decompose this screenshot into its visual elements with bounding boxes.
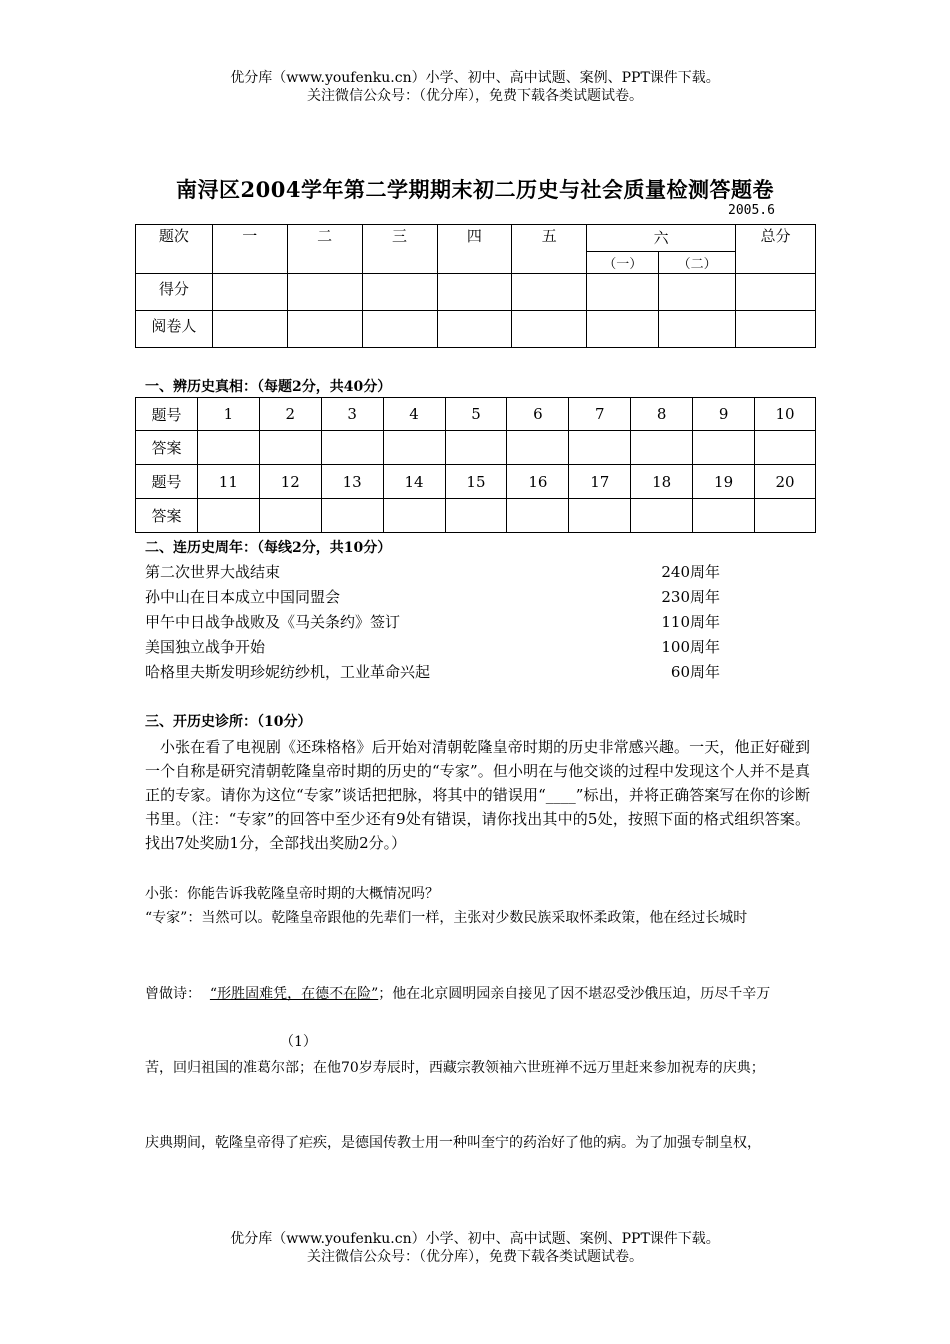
- grader-cell[interactable]: [587, 311, 659, 348]
- event-item: 孙中山在日本成立中国同盟会: [145, 588, 341, 606]
- score-cell[interactable]: [587, 274, 659, 311]
- dialogue-answer-2: [145, 982, 810, 1006]
- header-line-1: 优分库（www.youfenku.cn）小学、初中、高中试题、案例、PPT课件下载。: [230, 70, 720, 86]
- question-no: 3: [321, 398, 383, 431]
- question-no: 13: [321, 465, 383, 499]
- event-item: 哈格里夫斯发明珍妮纺纱机，工业革命兴起: [145, 663, 431, 681]
- answer-cell[interactable]: [631, 431, 693, 465]
- section1-heading: 一、辨历史真相：（每题2分，共40分）: [145, 379, 392, 395]
- answer-label: 答案: [136, 499, 198, 533]
- score-col-4: 四: [437, 225, 512, 274]
- answer-cell[interactable]: [445, 499, 507, 533]
- answer-table: [135, 397, 816, 533]
- score-cell[interactable]: [659, 274, 736, 311]
- answer-cell[interactable]: [755, 431, 816, 465]
- score-row-label: 得分: [136, 274, 213, 311]
- event-item: 美国独立战争开始: [145, 638, 266, 656]
- score-col-6: 六: [587, 225, 736, 252]
- answer-cell[interactable]: [569, 499, 631, 533]
- score-cell[interactable]: [437, 274, 512, 311]
- answer-cell[interactable]: [445, 431, 507, 465]
- event-item: 甲午中日战争战败及《马关条约》签订: [145, 613, 401, 631]
- anniversary-item: 230周年: [661, 588, 720, 606]
- underlined-error-1: “形胜固难凭，在德不在险”: [209, 986, 379, 1002]
- score-cell[interactable]: [736, 274, 816, 311]
- question-no: 20: [755, 465, 816, 499]
- answer-cell[interactable]: [507, 431, 569, 465]
- question-no: 18: [631, 465, 693, 499]
- answer-cell[interactable]: [321, 499, 383, 533]
- score-col-1: 一: [212, 225, 287, 274]
- grader-cell[interactable]: [362, 311, 437, 348]
- grader-cell[interactable]: [212, 311, 287, 348]
- anniversary-item: 100周年: [661, 638, 720, 656]
- score-subcol-1: （一）: [587, 251, 659, 274]
- grader-row-label: 阅卷人: [136, 311, 213, 348]
- question-no-label: 题号: [136, 465, 198, 499]
- question-no: 4: [383, 398, 445, 431]
- answer-label: 答案: [136, 431, 198, 465]
- answer-cell[interactable]: [693, 431, 755, 465]
- answer-cell[interactable]: [693, 499, 755, 533]
- question-no: 11: [197, 465, 259, 499]
- answer-cell[interactable]: [631, 499, 693, 533]
- score-col-2: 二: [287, 225, 362, 274]
- dialogue-answer-2-pre: 曾做诗：: [145, 986, 201, 1002]
- answer-cell[interactable]: [259, 431, 321, 465]
- dialogue-answer-1: “专家”：当然可以。乾隆皇帝跟他的先辈们一样，主张对少数民族采取怀柔政策，他在经过长城时: [145, 910, 748, 926]
- score-cell[interactable]: [212, 274, 287, 311]
- answer-cell[interactable]: [321, 431, 383, 465]
- question-no: 16: [507, 465, 569, 499]
- score-col-total: 总分: [736, 225, 816, 274]
- score-cell[interactable]: [362, 274, 437, 311]
- score-subcol-2: （二）: [659, 251, 736, 274]
- answer-cell[interactable]: [569, 431, 631, 465]
- question-no: 10: [755, 398, 816, 431]
- error-marker-1: （1）: [280, 1034, 317, 1050]
- anniversary-item: 110周年: [661, 613, 720, 631]
- page-title: 南浔区2004学年第二学期期末初二历史与社会质量检测答题卷: [176, 177, 774, 202]
- question-no: 9: [693, 398, 755, 431]
- anniversary-item: 240周年: [661, 563, 720, 581]
- dialogue-answer-4: 庆典期间，乾隆皇帝得了疟疾，是德国传教士用一种叫奎宁的药治好了他的病。为了加强专制皇权，: [145, 1135, 761, 1151]
- footer-line-1: 优分库（www.youfenku.cn）小学、初中、高中试题、案例、PPT课件下载。: [230, 1231, 720, 1247]
- answer-cell[interactable]: [197, 499, 259, 533]
- section2-heading: 二、连历史周年：（每线2分，共10分）: [145, 540, 392, 556]
- question-no: 14: [383, 465, 445, 499]
- section3-heading: 三、开历史诊所：（10分）: [145, 714, 312, 730]
- score-col-5: 五: [512, 225, 587, 274]
- grader-cell[interactable]: [437, 311, 512, 348]
- grader-cell[interactable]: [736, 311, 816, 348]
- event-item: 第二次世界大战结束: [145, 563, 281, 581]
- question-no: 2: [259, 398, 321, 431]
- grader-cell[interactable]: [512, 311, 587, 348]
- section3-intro: 小张在看了电视剧《还珠格格》后开始对清朝乾隆皇帝时期的历史非常感兴趣。一天，他正好碰到一个自称是研究清朝乾隆皇帝时期的历史的“专家”。但小明在与他交谈的过程中发现这个人并不是真正的专家。请你为这位“专家”谈话把把脉，将其中的错误用“____”标出，并将正确答案写在你的诊断书里。（注：“专家”的回答中至少还有9处有错误，请你找出其中的5处，按照下面的格式组织答案。找出7处奖励1分，全部找出奖励2分。）: [145, 738, 810, 852]
- question-no-label: 题号: [136, 398, 198, 431]
- answer-cell[interactable]: [755, 499, 816, 533]
- grader-cell[interactable]: [287, 311, 362, 348]
- answer-cell[interactable]: [383, 499, 445, 533]
- score-col-label: 题次: [136, 225, 213, 274]
- dialogue-question: 小张：你能告诉我乾隆皇帝时期的大概情况吗？: [145, 886, 439, 902]
- dialogue-answer-2-post: ；他在北京圆明园亲自接见了因不堪忍受沙俄压迫，历尽千辛万: [378, 986, 771, 1002]
- question-no: 6: [507, 398, 569, 431]
- exam-date: 2005.6: [728, 203, 775, 218]
- answer-cell[interactable]: [383, 431, 445, 465]
- question-no: 7: [569, 398, 631, 431]
- answer-cell[interactable]: [259, 499, 321, 533]
- anniversary-item: 60周年: [670, 663, 720, 681]
- grader-cell[interactable]: [659, 311, 736, 348]
- question-no: 17: [569, 465, 631, 499]
- question-no: 1: [197, 398, 259, 431]
- answer-cell[interactable]: [507, 499, 569, 533]
- answer-cell[interactable]: [197, 431, 259, 465]
- score-table: [135, 224, 816, 348]
- question-no: 15: [445, 465, 507, 499]
- score-cell[interactable]: [287, 274, 362, 311]
- dialogue-answer-3: 苦，回归祖国的准葛尔部；在他70岁寿辰时，西藏宗教领袖六世班禅不远万里赶来参加祝寿的庆典；: [145, 1060, 765, 1076]
- question-no: 12: [259, 465, 321, 499]
- header-line-2: 关注微信公众号：（优分库），免费下载各类试题试卷。: [307, 88, 643, 104]
- question-no: 8: [631, 398, 693, 431]
- score-cell[interactable]: [512, 274, 587, 311]
- question-no: 19: [693, 465, 755, 499]
- question-no: 5: [445, 398, 507, 431]
- score-col-3: 三: [362, 225, 437, 274]
- footer-line-2: 关注微信公众号：（优分库），免费下载各类试题试卷。: [307, 1249, 643, 1265]
